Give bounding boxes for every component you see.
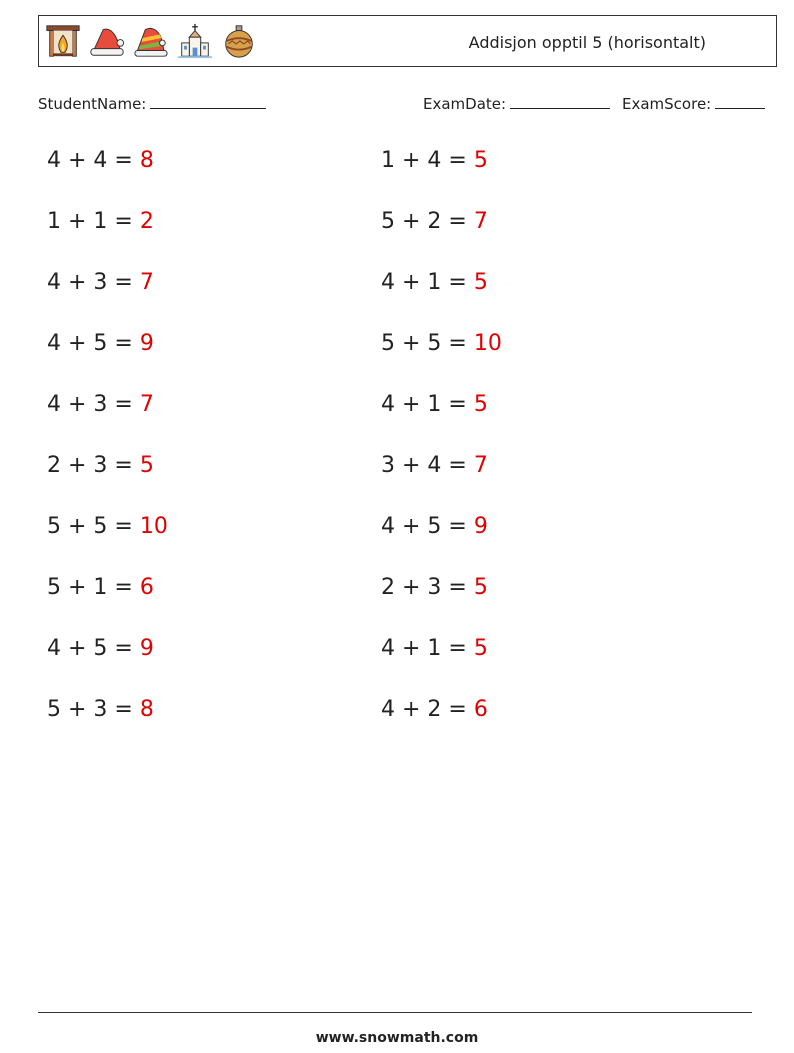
- question: 4 + 5 =: [381, 514, 474, 539]
- problem-left-2: [47, 209, 154, 234]
- question: 5 + 5 =: [47, 514, 140, 539]
- question: 5 + 5 =: [381, 331, 474, 356]
- question: 4 + 3 =: [47, 270, 140, 295]
- student-name-field: [38, 94, 266, 113]
- problem-right-6: [381, 453, 488, 478]
- question: 4 + 1 =: [381, 392, 474, 417]
- question: 4 + 5 =: [47, 636, 140, 661]
- problem-left-8: [47, 575, 154, 600]
- question: 5 + 1 =: [47, 575, 140, 600]
- answer: 5: [473, 392, 488, 417]
- answer: 9: [139, 331, 154, 356]
- question: 3 + 4 =: [381, 453, 474, 478]
- problem-left-1: [47, 148, 154, 173]
- answer: 10: [139, 514, 168, 539]
- problem-right-3: [381, 270, 488, 295]
- problem-left-6: [47, 453, 154, 478]
- question: 1 + 1 =: [47, 209, 140, 234]
- answer: 7: [139, 270, 154, 295]
- problem-right-8: [381, 575, 488, 600]
- answer: 9: [473, 514, 488, 539]
- answer: 7: [139, 392, 154, 417]
- student-name-label: StudentName:: [38, 95, 147, 113]
- exam-score-label: ExamScore:: [622, 95, 712, 113]
- exam-score-blank: [715, 94, 765, 109]
- answer: 6: [473, 697, 488, 722]
- answer: 5: [473, 148, 488, 173]
- answer: 5: [473, 636, 488, 661]
- question: 4 + 3 =: [47, 392, 140, 417]
- answer: 7: [473, 453, 488, 478]
- question: 4 + 2 =: [381, 697, 474, 722]
- exam-date-label: ExamDate:: [423, 95, 507, 113]
- question: 5 + 3 =: [47, 697, 140, 722]
- answer: 9: [139, 636, 154, 661]
- student-name-blank: [150, 94, 266, 109]
- problem-right-10: [381, 697, 488, 722]
- answer: 6: [139, 575, 154, 600]
- question: 4 + 5 =: [47, 331, 140, 356]
- problem-right-4: [381, 331, 502, 356]
- problem-left-7: [47, 514, 168, 539]
- problem-right-1: [381, 148, 488, 173]
- problem-left-4: [47, 331, 154, 356]
- striped-hat-icon: [132, 22, 170, 60]
- problem-right-7: [381, 514, 488, 539]
- answer: 5: [139, 453, 154, 478]
- problem-right-5: [381, 392, 488, 417]
- problem-left-5: [47, 392, 154, 417]
- fireplace-icon: [44, 22, 82, 60]
- answer: 8: [139, 148, 154, 173]
- answer: 5: [473, 270, 488, 295]
- ornament-icon: [220, 22, 258, 60]
- footer-divider: [38, 1012, 752, 1013]
- problem-left-10: [47, 697, 154, 722]
- church-icon: [176, 22, 214, 60]
- answer: 2: [139, 209, 154, 234]
- answer: 8: [139, 697, 154, 722]
- problem-right-9: [381, 636, 488, 661]
- answer: 10: [473, 331, 502, 356]
- answer: 7: [473, 209, 488, 234]
- question: 2 + 3 =: [47, 453, 140, 478]
- exam-date-field: [423, 94, 610, 113]
- problem-left-9: [47, 636, 154, 661]
- problem-left-3: [47, 270, 154, 295]
- footer-url: www.snowmath.com: [315, 1030, 479, 1046]
- answer: 5: [473, 575, 488, 600]
- question: 1 + 4 =: [381, 148, 474, 173]
- question: 2 + 3 =: [381, 575, 474, 600]
- header-box: [38, 15, 777, 67]
- question: 4 + 1 =: [381, 636, 474, 661]
- question: 4 + 1 =: [381, 270, 474, 295]
- santa-hat-icon: [88, 22, 126, 60]
- icon-row: [44, 22, 258, 60]
- question: 4 + 4 =: [47, 148, 140, 173]
- exam-score-field: [622, 94, 765, 113]
- worksheet-title: Addisjon opptil 5 (horisontalt): [468, 33, 706, 52]
- problem-right-2: [381, 209, 488, 234]
- exam-date-blank: [510, 94, 610, 109]
- question: 5 + 2 =: [381, 209, 474, 234]
